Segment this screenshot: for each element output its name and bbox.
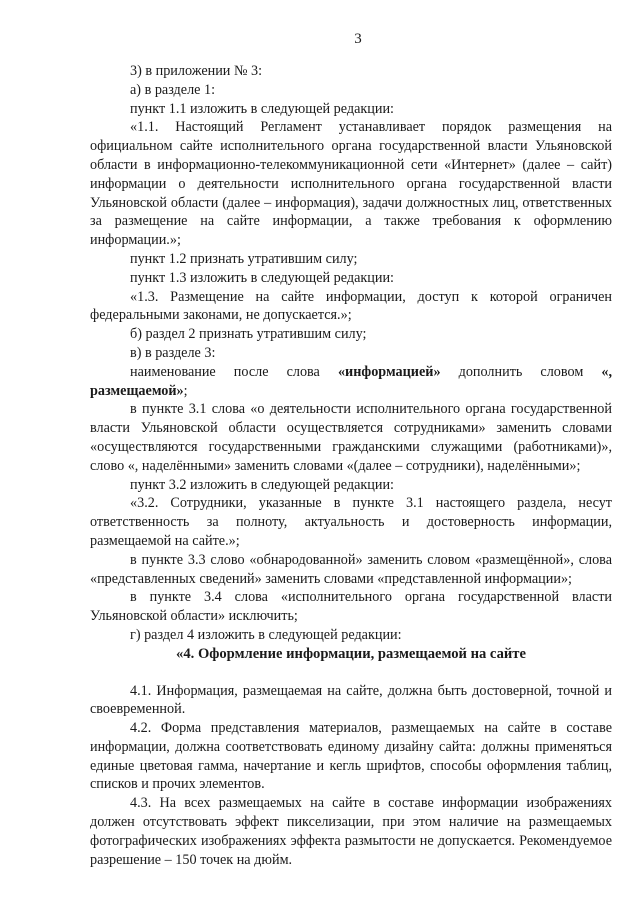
paragraph: «3.2. Сотрудники, указанные в пункте 3.1 настоящего раздела, несут ответственность за полноту, актуальность и достоверность информации, размещаемой на сайте.»;: [90, 495, 612, 549]
paragraph: пункт 3.2 изложить в следующей редакции:: [130, 476, 394, 493]
page-number: 3: [354, 31, 362, 47]
paragraph: в пункте 3.1 слова «о деятельности исполнительного органа государственной власти Ульяновской области осуществляется сотрудниками» заменить словами «осуществляются государственными гражданскими служащими (работниками)», слово «, наделёнными» заменить словами «(далее – сотрудники), наделёнными»;: [90, 401, 612, 474]
paragraph: в пункте 3.3 слово «обнародованной» заменить словом «размещённой», слова «представленных сведений» заменить словами «представленной информации»;: [90, 551, 612, 587]
text-segment: наименование после слова: [130, 363, 338, 380]
paragraph: 4.3. На всех размещаемых на сайте в составе информации изображениях должен отсутствовать эффект пикселизации, при этом наличие на размещаемых фотографических изображениях эффекта размытости не допускается. Рекомендуемое разрешение – 150 точек на дюйм.: [90, 795, 612, 868]
paragraph: в пункте 3.4 слова «исполнительного органа государственной власти Ульяновской области» исключить;: [90, 589, 612, 625]
paragraph: пункт 1.3 изложить в следующей редакции:: [130, 269, 394, 286]
paragraph: 4.2. Форма представления материалов, размещаемых на сайте в составе информации, должна соответствовать единому дизайну сайта: должны применяться единые цветовая гамма, начертание и кегль шрифтов, способы оформления таблиц, списков и прочих элементов.: [90, 720, 612, 793]
text-segment: ;: [183, 382, 188, 399]
bold-term: «информацией»: [337, 363, 441, 380]
bold-term: «, размещаемой»: [90, 363, 613, 399]
paragraph: 4.1. Информация, размещаемая на сайте, должна быть достоверной, точной и своевременной.: [90, 682, 612, 718]
paragraph: а) в разделе 1:: [130, 81, 216, 98]
paragraph: б) раздел 2 признать утратившим силу;: [130, 326, 367, 343]
paragraph: пункт 1.1 изложить в следующей редакции:: [130, 100, 394, 117]
paragraph: пункт 1.2 признать утратившим силу;: [130, 250, 358, 267]
paragraph: 3) в приложении № 3:: [130, 63, 263, 79]
text-segment: дополнить словом: [440, 363, 602, 380]
paragraph: «1.3. Размещение на сайте информации, доступ к которой ограничен федеральными законами, не допускается.»;: [90, 288, 612, 324]
paragraph: г) раздел 4 изложить в следующей редакции:: [130, 626, 402, 643]
paragraph: «1.1. Настоящий Регламент устанавливает порядок размещения на официальном сайте исполнительного органа государственной власти Ульяновской области в информационно-телекоммуникационной сети «Интернет» (далее – сайт) информации о деятельности исполнительного органа государственной власти Ульяновской области (далее – информация), задачи должностных лиц, ответственных за размещение на сайте информации, а также требования к оформлению информации.»;: [90, 119, 612, 249]
paragraph: в) в разделе 3:: [130, 344, 216, 361]
paragraph-naimenovanie: [90, 363, 612, 401]
section-heading: «4. Оформление информации, размещаемой на сайте: [176, 645, 526, 662]
document-page: [90, 30, 612, 869]
